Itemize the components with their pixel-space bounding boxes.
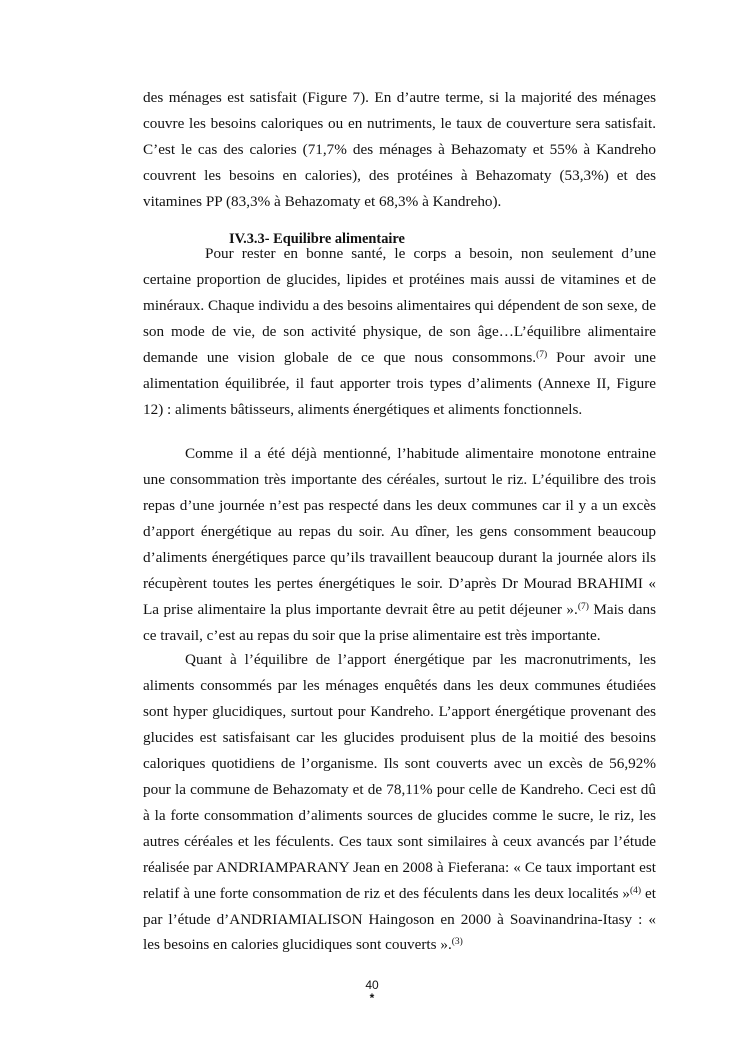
paragraph-equilibre-text-a: Pour rester en bonne santé, le corps a besoin, non seulement d’une certaine proportion de glucides, lipides et protéines mais aussi de vitamines et de minéraux. Chaque individu a des besoins alimentaires qui dépendent de son sexe, de son mode de vie, de son activité physique, de son âge…L’équilibre alimentaire demande une vision globale de ce que nous consommons. [143,245,656,366]
paragraph-habitude-text-a: Comme il a été déjà mentionné, l’habitude alimentaire monotone entraine une consommation très importante des céréales, surtout le riz. L’équilibre des trois repas d’une journée n’est pas respecté dans les deux communes car il y a un excès d’apport énergétique au repas du soir. Au dîner, les gens consomment beaucoup d’aliments énergétiques parce qu’ils travaillent beaucoup durant la journée alors ils récupèrent toutes les pertes énergétiques le soir. D’après Dr Mourad BRAHIMI « La prise alimentaire la plus importante devrait être au petit déjeuner ». [143,445,656,618]
paragraph-intro [143,85,656,215]
citation-ref-3: (3) [451,937,463,948]
paragraph-macronutriments-text-b: et par l’étude d’ANDRIAMIALISON Haingoson en 2000 à Soavinandrina-Itasy : « les besoins en calories glucidiques sont couverts ». [143,884,656,954]
page-number: 40 [365,978,379,992]
citation-ref-4: (4) [630,885,642,896]
citation-ref-7a: (7) [536,349,548,360]
paragraph-habitude [143,441,656,649]
paragraph-equilibre [143,241,656,423]
section-heading: IV.3.3- Equilibre alimentaire [229,231,405,247]
paragraph-equilibre-text-b: Pour avoir une alimentation équilibrée, il faut apporter trois types d’aliments (Annexe II, Figure 12) : aliments bâtisseurs, aliments énergétiques et aliments fonctionnels. [143,348,656,418]
paragraph-intro-text: des ménages est satisfait (Figure 7). En d’autre terme, si la majorité des ménages couvre les besoins caloriques ou en nutriments, le taux de couverture sera satisfait. C’est le cas des calories (71,7% des ménages à Behazomaty et 55% à Kandreho couvrent les besoins en calories), des protéines à Behazomaty (53,3%) et des vitamines PP (83,3% à Behazomaty et 68,3% à Kandreho). [143,89,656,210]
paragraph-habitude-text-b: Mais dans ce travail, c’est au repas du soir que la prise alimentaire est très importante. [143,600,657,644]
citation-ref-7b: (7) [577,601,589,612]
footer-mark: * [369,991,375,1005]
paragraph-macronutriments [143,647,656,958]
paragraph-macronutriments-text-a: Quant à l’équilibre de l’apport énergétique par les macronutriments, les aliments consommés par les ménages enquêtés dans les deux communes étudiées sont hyper glucidiques, surtout pour Kandreho. L’apport énergétique provenant des glucides est satisfaisant car les glucides produisent plus de la moitié des besoins caloriques quotidiens de l’organisme. Ils sont couverts avec un excès de 56,92% pour la commune de Behazomaty et de 78,11% pour celle de Kandreho. Ceci est dû à la forte consommation d’aliments sources de glucides comme le sucre, le riz, les autres céréales et les féculents. Ces taux sont similaires à ceux avancés par l’étude réalisée par ANDRIAMPARANY Jean en 2008 à Fieferana: « Ce taux important est relatif à une forte consommation de riz et des féculents dans les deux localités » [143,651,656,902]
